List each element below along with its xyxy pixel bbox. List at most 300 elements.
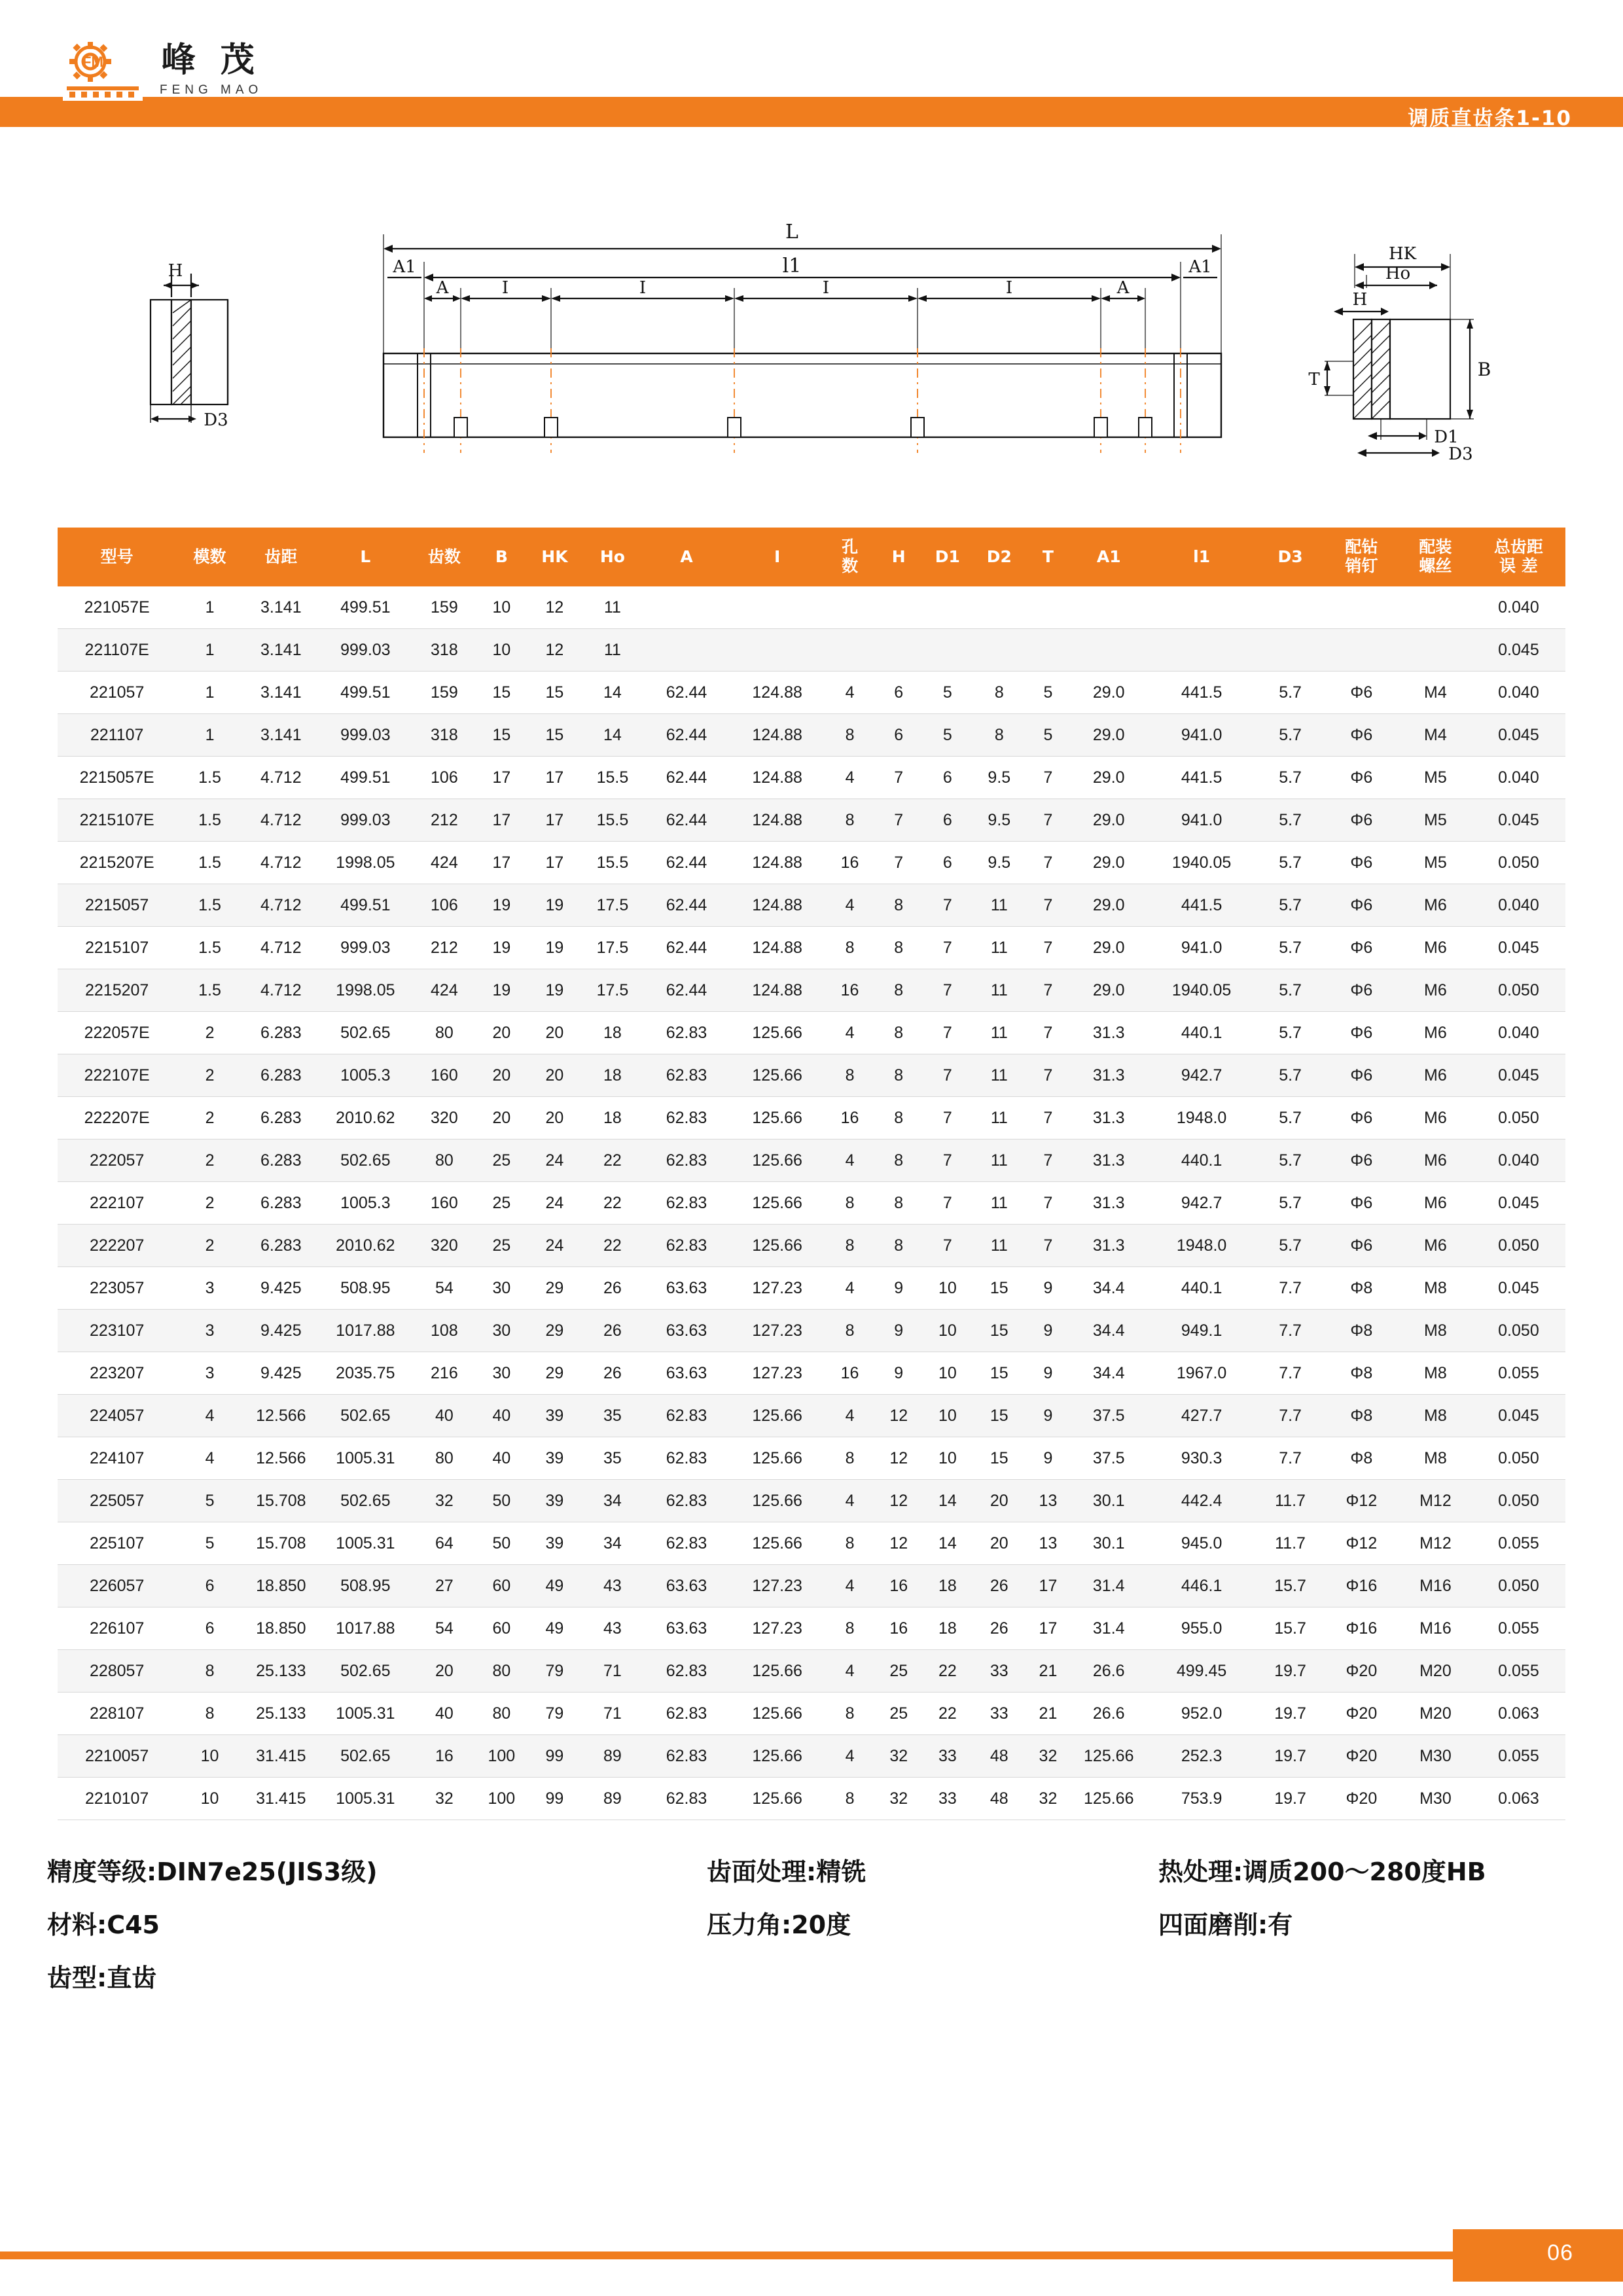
cell-HK: 99 [527, 1778, 582, 1820]
cell-l1: 949.1 [1147, 1310, 1257, 1352]
svg-text:I: I [1005, 278, 1013, 298]
cell-L: 499.51 [319, 672, 412, 714]
cell-module: 1.5 [176, 927, 243, 969]
cell-D3: 19.7 [1257, 1778, 1323, 1820]
cell-D2: 11 [973, 1225, 1025, 1267]
cell-B: 80 [476, 1650, 527, 1693]
cell-L: 499.51 [319, 884, 412, 927]
cell-model: 2215057E [58, 757, 176, 799]
brand-name [160, 40, 263, 97]
col-H: H [876, 528, 921, 586]
cell-teeth: 106 [412, 884, 476, 927]
cell-module: 8 [176, 1650, 243, 1693]
cell-l1: 442.4 [1147, 1480, 1257, 1522]
cell-hole-count: 4 [824, 884, 876, 927]
cell-D3: 19.7 [1257, 1650, 1323, 1693]
cell-A: 63.63 [643, 1267, 730, 1310]
cell-A1: 31.3 [1071, 1225, 1147, 1267]
note-pressure-angle: 压力角:20度 [707, 1910, 851, 1939]
cell-screw: M4 [1399, 672, 1472, 714]
brand-name-en: FENG MAO [160, 82, 263, 97]
cell-A1: 29.0 [1071, 969, 1147, 1012]
cell-L: 1998.05 [319, 842, 412, 884]
cell-D2: 15 [973, 1395, 1025, 1437]
col-D2: D2 [973, 528, 1025, 586]
cell-B: 20 [476, 1012, 527, 1054]
cell-total-pitch-error: 0.050 [1472, 1480, 1565, 1522]
cell-Ho: 14 [582, 714, 643, 757]
cell-H: 25 [876, 1650, 921, 1693]
cell-model: 222207 [58, 1225, 176, 1267]
cell-model: 2215207 [58, 969, 176, 1012]
spec-notes [0, 1852, 1623, 2002]
cell-D3: 7.7 [1257, 1395, 1323, 1437]
cell-teeth: 54 [412, 1607, 476, 1650]
cell-T: 13 [1025, 1480, 1071, 1522]
cell-teeth: 159 [412, 586, 476, 629]
cell-total-pitch-error: 0.050 [1472, 1437, 1565, 1480]
cell-H: 8 [876, 884, 921, 927]
cell-l1: 1967.0 [1147, 1352, 1257, 1395]
cell-screw: M20 [1399, 1650, 1472, 1693]
cell-screw: M8 [1399, 1437, 1472, 1480]
cell-HK: 15 [527, 672, 582, 714]
cell-dowel-pin: Φ20 [1324, 1650, 1399, 1693]
header-orange-bar [0, 97, 1623, 127]
cell-B: 30 [476, 1267, 527, 1310]
cell-D2: 11 [973, 927, 1025, 969]
cell-I: 124.88 [730, 714, 824, 757]
cell-hole-count [824, 629, 876, 672]
cell-L: 1005.31 [319, 1522, 412, 1565]
cell-total-pitch-error: 0.045 [1472, 1395, 1565, 1437]
cell-pitch: 3.141 [243, 586, 319, 629]
cell-dowel-pin: Φ16 [1324, 1607, 1399, 1650]
cell-D1: 22 [921, 1693, 973, 1735]
cell-D3: 7.7 [1257, 1310, 1323, 1352]
cell-A: 62.44 [643, 757, 730, 799]
cell-D1: 7 [921, 1225, 973, 1267]
cell-total-pitch-error: 0.045 [1472, 1182, 1565, 1225]
cell-teeth: 160 [412, 1182, 476, 1225]
cell-pitch: 18.850 [243, 1565, 319, 1607]
col-D3: D3 [1257, 528, 1323, 586]
technical-drawing [0, 157, 1623, 524]
table-row [58, 1352, 1565, 1395]
cell-module: 2 [176, 1012, 243, 1054]
cell-A1: 26.6 [1071, 1650, 1147, 1693]
cell-dowel-pin: Φ6 [1324, 757, 1399, 799]
cell-screw: M6 [1399, 1012, 1472, 1054]
cell-pitch: 6.283 [243, 1139, 319, 1182]
cell-A [643, 629, 730, 672]
front-view [383, 221, 1221, 453]
cell-L: 1005.31 [319, 1778, 412, 1820]
cell-B: 19 [476, 927, 527, 969]
cell-L: 502.65 [319, 1012, 412, 1054]
cell-pitch: 3.141 [243, 672, 319, 714]
cell-teeth: 318 [412, 629, 476, 672]
cell-B: 10 [476, 586, 527, 629]
cell-dowel-pin: Φ6 [1324, 1054, 1399, 1097]
table-row [58, 1012, 1565, 1054]
cell-L: 1005.3 [319, 1054, 412, 1097]
cell-A1: 29.0 [1071, 799, 1147, 842]
cell-L: 1998.05 [319, 969, 412, 1012]
cell-I: 125.66 [730, 1139, 824, 1182]
cell-A: 62.44 [643, 969, 730, 1012]
cell-D3: 5.7 [1257, 1182, 1323, 1225]
cell-A: 63.63 [643, 1607, 730, 1650]
table-row [58, 927, 1565, 969]
cell-D2: 9.5 [973, 799, 1025, 842]
cell-pitch: 6.283 [243, 1097, 319, 1139]
cell-model: 221107E [58, 629, 176, 672]
cell-B: 10 [476, 629, 527, 672]
cell-dowel-pin: Φ6 [1324, 1182, 1399, 1225]
cell-D3: 5.7 [1257, 969, 1323, 1012]
cell-l1: 252.3 [1147, 1735, 1257, 1778]
cell-D1: 10 [921, 1267, 973, 1310]
left-view [151, 261, 228, 430]
cell-B: 100 [476, 1735, 527, 1778]
cell-L: 1005.31 [319, 1437, 412, 1480]
cell-T [1025, 629, 1071, 672]
cell-H: 16 [876, 1565, 921, 1607]
cell-pitch: 9.425 [243, 1310, 319, 1352]
cell-L: 499.51 [319, 757, 412, 799]
cell-HK: 15 [527, 714, 582, 757]
cell-hole-count: 16 [824, 1352, 876, 1395]
col-pitch: 齿距 [243, 528, 319, 586]
cell-pitch: 4.712 [243, 969, 319, 1012]
page-header [0, 0, 1623, 151]
cell-model: 223057 [58, 1267, 176, 1310]
cell-l1: 941.0 [1147, 799, 1257, 842]
cell-I: 124.88 [730, 969, 824, 1012]
cell-hole-count: 8 [824, 1182, 876, 1225]
cell-teeth: 64 [412, 1522, 476, 1565]
cell-T: 7 [1025, 1054, 1071, 1097]
cell-hole-count [824, 586, 876, 629]
cell-model: 2215057 [58, 884, 176, 927]
svg-text:HK: HK [1388, 244, 1417, 264]
cell-HK: 17 [527, 799, 582, 842]
cell-HK: 19 [527, 884, 582, 927]
cell-I: 125.66 [730, 1097, 824, 1139]
cell-HK: 39 [527, 1437, 582, 1480]
col-dowel-pin-l1: 配钻 [1345, 537, 1378, 557]
cell-L: 999.03 [319, 799, 412, 842]
cell-D3: 5.7 [1257, 842, 1323, 884]
col-dowel-pin [1324, 528, 1399, 586]
cell-model: 2215107E [58, 799, 176, 842]
cell-model: 2215207E [58, 842, 176, 884]
cell-T [1025, 586, 1071, 629]
cell-I: 127.23 [730, 1352, 824, 1395]
cell-total-pitch-error: 0.050 [1472, 1565, 1565, 1607]
cell-A1: 29.0 [1071, 714, 1147, 757]
svg-text:l1: l1 [782, 255, 802, 278]
cell-Ho: 15.5 [582, 842, 643, 884]
cell-A1: 34.4 [1071, 1310, 1147, 1352]
cell-Ho: 35 [582, 1395, 643, 1437]
cell-HK: 20 [527, 1054, 582, 1097]
cell-dowel-pin: Φ20 [1324, 1735, 1399, 1778]
cell-screw: M16 [1399, 1607, 1472, 1650]
svg-text:B: B [1477, 359, 1491, 380]
cell-D3: 7.7 [1257, 1352, 1323, 1395]
cell-D3: 5.7 [1257, 1012, 1323, 1054]
cell-D3: 15.7 [1257, 1607, 1323, 1650]
cell-screw: M6 [1399, 884, 1472, 927]
cell-module: 4 [176, 1395, 243, 1437]
cell-model: 221057 [58, 672, 176, 714]
cell-pitch: 4.712 [243, 927, 319, 969]
cell-dowel-pin: Φ6 [1324, 1097, 1399, 1139]
cell-l1: 440.1 [1147, 1012, 1257, 1054]
cell-hole-count: 16 [824, 1097, 876, 1139]
cell-B: 25 [476, 1225, 527, 1267]
cell-module: 3 [176, 1267, 243, 1310]
cell-dowel-pin: Φ12 [1324, 1522, 1399, 1565]
cell-H: 7 [876, 757, 921, 799]
cell-HK: 99 [527, 1735, 582, 1778]
cell-teeth: 424 [412, 969, 476, 1012]
note-material: 材料:C45 [47, 1910, 160, 1939]
cell-H: 6 [876, 672, 921, 714]
cell-hole-count: 4 [824, 1735, 876, 1778]
cell-total-pitch-error: 0.050 [1472, 1097, 1565, 1139]
cell-Ho: 17.5 [582, 884, 643, 927]
cell-total-pitch-error: 0.055 [1472, 1650, 1565, 1693]
cell-D1: 7 [921, 1182, 973, 1225]
cell-A: 62.83 [643, 1522, 730, 1565]
cell-teeth: 160 [412, 1054, 476, 1097]
cell-D1: 14 [921, 1480, 973, 1522]
cell-D1: 18 [921, 1607, 973, 1650]
table-row [58, 842, 1565, 884]
cell-H: 32 [876, 1735, 921, 1778]
cell-T: 9 [1025, 1395, 1071, 1437]
svg-text:L: L [785, 221, 798, 243]
cell-HK: 39 [527, 1480, 582, 1522]
cell-dowel-pin: Φ6 [1324, 714, 1399, 757]
cell-total-pitch-error: 0.040 [1472, 586, 1565, 629]
cell-L: 502.65 [319, 1480, 412, 1522]
table-row [58, 884, 1565, 927]
cell-A1: 34.4 [1071, 1267, 1147, 1310]
cell-hole-count: 8 [824, 1054, 876, 1097]
cell-H: 12 [876, 1480, 921, 1522]
cell-Ho: 11 [582, 586, 643, 629]
cell-D1 [921, 586, 973, 629]
cell-Ho: 43 [582, 1565, 643, 1607]
cell-Ho: 89 [582, 1735, 643, 1778]
cell-dowel-pin: Φ16 [1324, 1565, 1399, 1607]
cell-module: 6 [176, 1565, 243, 1607]
cell-dowel-pin: Φ8 [1324, 1310, 1399, 1352]
cell-pitch: 12.566 [243, 1395, 319, 1437]
table-row [58, 1522, 1565, 1565]
cell-screw: M5 [1399, 799, 1472, 842]
cell-H: 12 [876, 1522, 921, 1565]
cell-teeth: 216 [412, 1352, 476, 1395]
col-A: A [643, 528, 730, 586]
cell-D2: 11 [973, 884, 1025, 927]
cell-H: 6 [876, 714, 921, 757]
cell-screw: M8 [1399, 1267, 1472, 1310]
table-row [58, 714, 1565, 757]
table-row [58, 1437, 1565, 1480]
cell-B: 50 [476, 1480, 527, 1522]
cell-teeth: 80 [412, 1139, 476, 1182]
cell-A1: 31.3 [1071, 1139, 1147, 1182]
cell-dowel-pin [1324, 629, 1399, 672]
cell-D1 [921, 629, 973, 672]
cell-D2: 8 [973, 714, 1025, 757]
cell-dowel-pin: Φ6 [1324, 969, 1399, 1012]
cell-model: 228107 [58, 1693, 176, 1735]
cell-L: 2035.75 [319, 1352, 412, 1395]
cell-I: 127.23 [730, 1607, 824, 1650]
cell-screw [1399, 586, 1472, 629]
cell-A: 62.83 [643, 1139, 730, 1182]
cell-Ho: 14 [582, 672, 643, 714]
cell-D2: 11 [973, 1139, 1025, 1182]
cell-l1 [1147, 629, 1257, 672]
cell-module: 1.5 [176, 884, 243, 927]
cell-A1: 125.66 [1071, 1778, 1147, 1820]
cell-A [643, 586, 730, 629]
cell-l1: 955.0 [1147, 1607, 1257, 1650]
col-A1: A1 [1071, 528, 1147, 586]
cell-A: 62.83 [643, 1480, 730, 1522]
cell-H: 9 [876, 1352, 921, 1395]
cell-A1: 29.0 [1071, 884, 1147, 927]
cell-model: 2215107 [58, 927, 176, 969]
cell-H: 8 [876, 1097, 921, 1139]
cell-D2 [973, 586, 1025, 629]
cell-L: 1005.31 [319, 1693, 412, 1735]
cell-L: 1017.88 [319, 1607, 412, 1650]
cell-Ho: 18 [582, 1097, 643, 1139]
cell-A1: 30.1 [1071, 1480, 1147, 1522]
cell-H: 12 [876, 1437, 921, 1480]
cell-teeth: 320 [412, 1225, 476, 1267]
cell-D2: 15 [973, 1437, 1025, 1480]
cell-module: 1 [176, 672, 243, 714]
cell-D1: 10 [921, 1352, 973, 1395]
cell-module: 1.5 [176, 969, 243, 1012]
cell-D1: 10 [921, 1437, 973, 1480]
cell-I: 127.23 [730, 1267, 824, 1310]
cell-HK: 29 [527, 1352, 582, 1395]
cell-H: 8 [876, 1012, 921, 1054]
cell-D3 [1257, 586, 1323, 629]
cell-hole-count: 8 [824, 1607, 876, 1650]
cell-D2: 15 [973, 1352, 1025, 1395]
cell-hole-count: 4 [824, 1139, 876, 1182]
table-row [58, 1097, 1565, 1139]
cell-Ho: 22 [582, 1225, 643, 1267]
cell-A: 62.83 [643, 1225, 730, 1267]
cell-model: 224107 [58, 1437, 176, 1480]
cell-total-pitch-error: 0.040 [1472, 672, 1565, 714]
cell-module: 3 [176, 1352, 243, 1395]
cell-pitch: 9.425 [243, 1267, 319, 1310]
cell-l1: 446.1 [1147, 1565, 1257, 1607]
cell-hole-count: 8 [824, 799, 876, 842]
cell-A: 62.44 [643, 714, 730, 757]
cell-L: 508.95 [319, 1565, 412, 1607]
cell-screw [1399, 629, 1472, 672]
cell-HK: 19 [527, 969, 582, 1012]
cell-L: 1005.3 [319, 1182, 412, 1225]
table-row [58, 969, 1565, 1012]
cell-L: 508.95 [319, 1267, 412, 1310]
cell-D1: 6 [921, 842, 973, 884]
svg-text:I: I [822, 278, 830, 298]
table-row [58, 672, 1565, 714]
cell-model: 222057 [58, 1139, 176, 1182]
cell-teeth: 80 [412, 1012, 476, 1054]
cell-T: 7 [1025, 799, 1071, 842]
cell-T: 7 [1025, 1139, 1071, 1182]
cell-L: 999.03 [319, 714, 412, 757]
table-row [58, 586, 1565, 629]
cell-I: 125.66 [730, 1182, 824, 1225]
svg-text:D1: D1 [1434, 427, 1459, 447]
cell-D2: 33 [973, 1693, 1025, 1735]
cell-B: 15 [476, 672, 527, 714]
cell-total-pitch-error: 0.055 [1472, 1352, 1565, 1395]
cell-module: 1.5 [176, 842, 243, 884]
cell-I: 124.88 [730, 672, 824, 714]
cell-teeth: 20 [412, 1650, 476, 1693]
cell-T: 32 [1025, 1778, 1071, 1820]
cell-HK: 12 [527, 629, 582, 672]
cell-B: 17 [476, 757, 527, 799]
table-row [58, 1267, 1565, 1310]
cell-module: 3 [176, 1310, 243, 1352]
cell-D2: 9.5 [973, 757, 1025, 799]
cell-model: 222107E [58, 1054, 176, 1097]
cell-Ho: 15.5 [582, 799, 643, 842]
footer-orange-bar [0, 2251, 1623, 2259]
cell-pitch: 3.141 [243, 629, 319, 672]
table-row [58, 629, 1565, 672]
cell-D2: 11 [973, 1054, 1025, 1097]
cell-T: 32 [1025, 1735, 1071, 1778]
svg-text:A1: A1 [1188, 257, 1212, 277]
cell-teeth: 80 [412, 1437, 476, 1480]
cell-D1: 7 [921, 969, 973, 1012]
cell-A: 62.44 [643, 799, 730, 842]
cell-hole-count: 8 [824, 1310, 876, 1352]
cell-I: 127.23 [730, 1565, 824, 1607]
cell-screw: M30 [1399, 1778, 1472, 1820]
col-D1: D1 [921, 528, 973, 586]
cell-pitch: 3.141 [243, 714, 319, 757]
note-tooth-type: 齿型:直齿 [47, 1964, 157, 1992]
cell-total-pitch-error: 0.063 [1472, 1693, 1565, 1735]
notes-column-3 [1158, 1852, 1486, 1958]
cell-I: 124.88 [730, 842, 824, 884]
cell-A1: 31.3 [1071, 1097, 1147, 1139]
cell-model: 226057 [58, 1565, 176, 1607]
cell-B: 25 [476, 1139, 527, 1182]
